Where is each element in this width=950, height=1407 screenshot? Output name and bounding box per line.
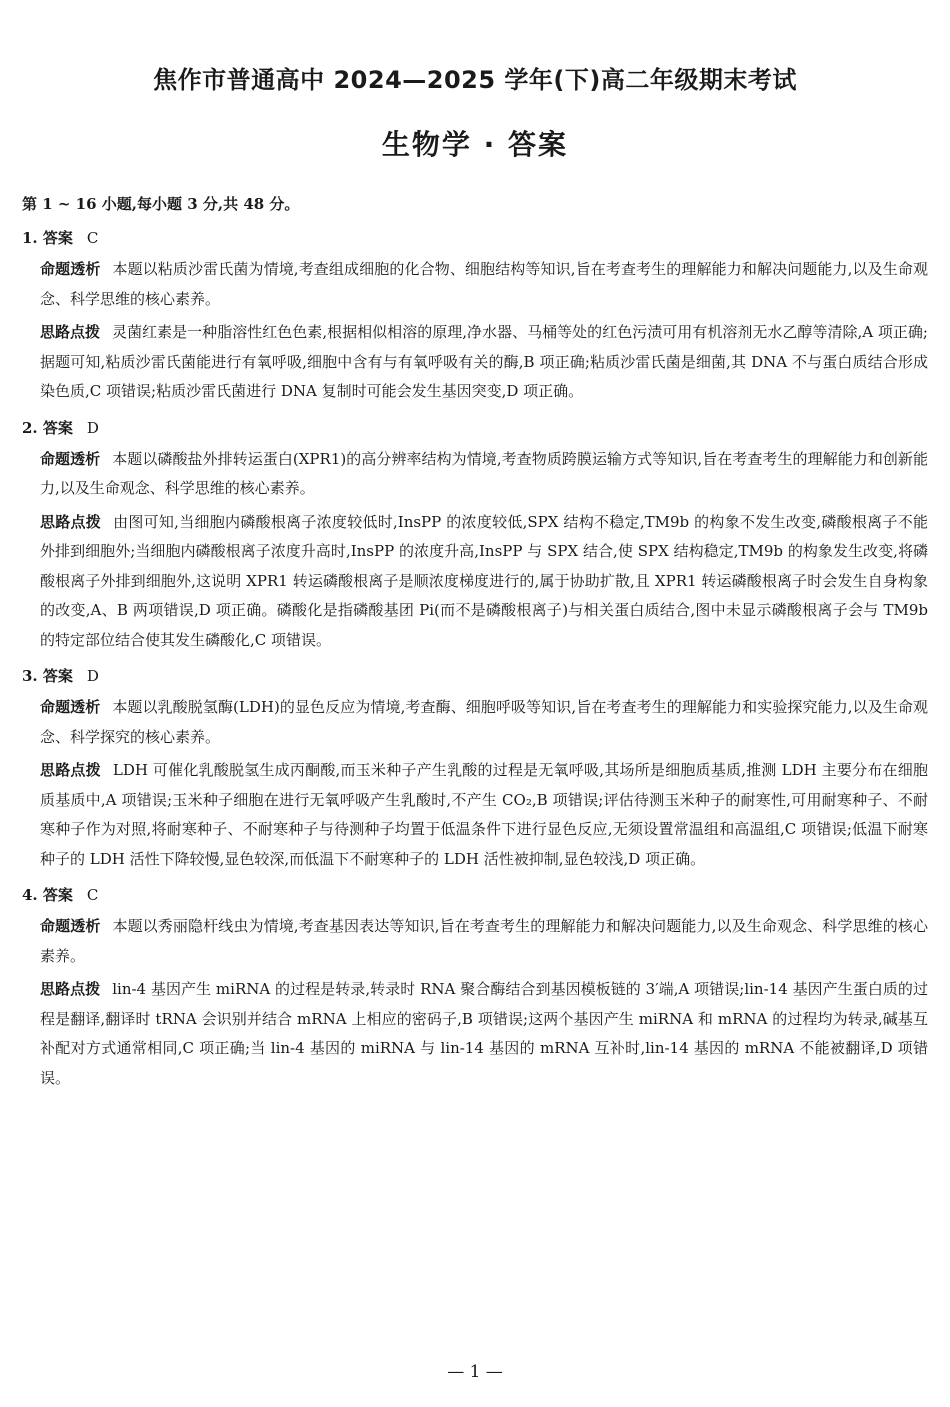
hint-text: 灵菌红素是一种脂溶性红色色素,根据相似相溶的原理,净水器、马桶等处的红色污渍可用有机溶剂无水乙醇等清除,A 项正确;据题可知,粘质沙雷氏菌能进行有氧呼吸,细胞中含有与有氧呼吸有关的酶,B 项正确;粘质沙雷氏菌是细菌,其 DNA 不与蛋白质结合形成染色质,C 项错误;粘质沙雷氏菌进行 DNA 复制时可能会发生基因突变,D 项正确。: [40, 323, 928, 400]
hint-label: 思路点拨: [40, 512, 102, 531]
answer-letter: D: [86, 667, 99, 685]
analysis-label: 命题透析: [40, 917, 101, 935]
answer-line: [22, 415, 928, 441]
hint-paragraph: [40, 318, 928, 407]
analysis-label: 命题透析: [40, 698, 101, 716]
answer-line: [22, 882, 928, 908]
answer-letter: C: [86, 229, 99, 247]
hint-text: lin-4 基因产生 miRNA 的过程是转录,转录时 RNA 聚合酶结合到基因模板链的 3′端,A 项错误;lin-14 基因产生蛋白质的过程是翻译,翻译时 tRNA 会识别并结合 mRNA 上相应的密码子,B 项错误;这两个基因产生 miRNA 和 mRNA 的过程均为转录,碱基互补配对方式通常相同,C 项正确;当 lin-4 基因的 miRNA 与 lin-14 基因的 mRNA 互补时,lin-14 基因的 mRNA 不能被翻译,D 项错误。: [40, 980, 928, 1087]
hint-paragraph: [40, 508, 928, 656]
answer-label: 3. 答案: [22, 667, 73, 685]
answer-label: 4. 答案: [22, 886, 73, 904]
question-3: [22, 663, 928, 874]
section-intro: 第 1 ~ 16 小题,每小题 3 分,共 48 分。: [22, 195, 300, 213]
exam-title: 焦作市普通高中 2024—2025 学年(下)高二年级期末考试: [153, 66, 797, 94]
analysis-paragraph: [40, 255, 928, 314]
analysis-label: 命题透析: [40, 260, 101, 278]
page-number: — 1 —: [447, 1362, 503, 1382]
analysis-paragraph: [40, 445, 928, 504]
answer-letter: C: [86, 886, 99, 904]
hint-paragraph: [40, 756, 928, 874]
question-2: [22, 415, 928, 656]
analysis-paragraph: [40, 693, 928, 752]
hint-label: 思路点拨: [40, 323, 101, 341]
analysis-text: 本题以磷酸盐外排转运蛋白(XPR1)的高分辨率结构为情境,考查物质跨膜运输方式等知识,旨在考查考生的理解能力和创新能力,以及生命观念、科学思维的核心素养。: [40, 449, 928, 497]
hint-label: 思路点拨: [40, 980, 101, 998]
analysis-label: 命题透析: [40, 449, 101, 468]
hint-paragraph: [40, 975, 928, 1093]
hint-text: LDH 可催化乳酸脱氢生成丙酮酸,而玉米种子产生乳酸的过程是无氧呼吸,其场所是细胞质基质,推测 LDH 主要分布在细胞质基质中,A 项错误;玉米种子细胞在进行无氧呼吸产生乳酸时,不产生 CO₂,B 项错误;评估待测玉米种子的耐寒性,可用耐寒种子、不耐寒种子作为对照,将耐寒种子、不耐寒种子与待测种子均置于低温条件下进行显色反应,无须设置常温组和高温组,C 项错误;低温下耐寒种子的 LDH 活性下降较慢,显色较深,而低温下不耐寒种子的 LDH 活性被抑制,显色较浅,D 项正确。: [40, 761, 928, 868]
question-4: [22, 882, 928, 1093]
analysis-paragraph: [40, 912, 928, 971]
answer-letter: D: [86, 418, 99, 437]
analysis-text: 本题以粘质沙雷氏菌为情境,考查组成细胞的化合物、细胞结构等知识,旨在考查考生的理解能力和解决问题能力,以及生命观念、科学思维的核心素养。: [40, 260, 928, 308]
answer-label: 1. 答案: [22, 229, 73, 247]
answer-label: 2. 答案: [22, 418, 73, 437]
analysis-text: 本题以乳酸脱氢酶(LDH)的显色反应为情境,考查酶、细胞呼吸等知识,旨在考查考生的理解能力和实验探究能力,以及生命观念、科学探究的核心素养。: [40, 698, 928, 746]
exam-subtitle: 生物学 · 答案: [381, 128, 569, 161]
hint-text: 由图可知,当细胞内磷酸根离子浓度较低时,InsPP 的浓度较低,SPX 结构不稳定,TM9b 的构象不发生改变,磷酸根离子不能外排到细胞外;当细胞内磷酸根离子浓度升高时,InsPP 的浓度升高,InsPP 与 SPX 结合,使 SPX 结构稳定,TM9b 的构象发生改变,将磷酸根离子外排到细胞外,这说明 XPR1 转运磷酸根离子是顺浓度梯度进行的,属于协助扩散,且 XPR1 转运磷酸根离子时会发生自身构象的改变,A、B 两项错误,D 项正确。磷酸化是指磷酸基团 Pi(而不是磷酸根离子)与相关蛋白质结合,图中未显示磷酸根离子会与 TM9b 的特定部位结合使其发生磷酸化,C 项错误。: [40, 512, 928, 649]
analysis-text: 本题以秀丽隐杆线虫为情境,考查基因表达等知识,旨在考查考生的理解能力和解决问题能力,以及生命观念、科学思维的核心素养。: [40, 917, 928, 965]
hint-label: 思路点拨: [40, 761, 101, 779]
answer-line: [22, 663, 928, 689]
question-1: [22, 225, 928, 407]
answer-line: [22, 225, 928, 251]
